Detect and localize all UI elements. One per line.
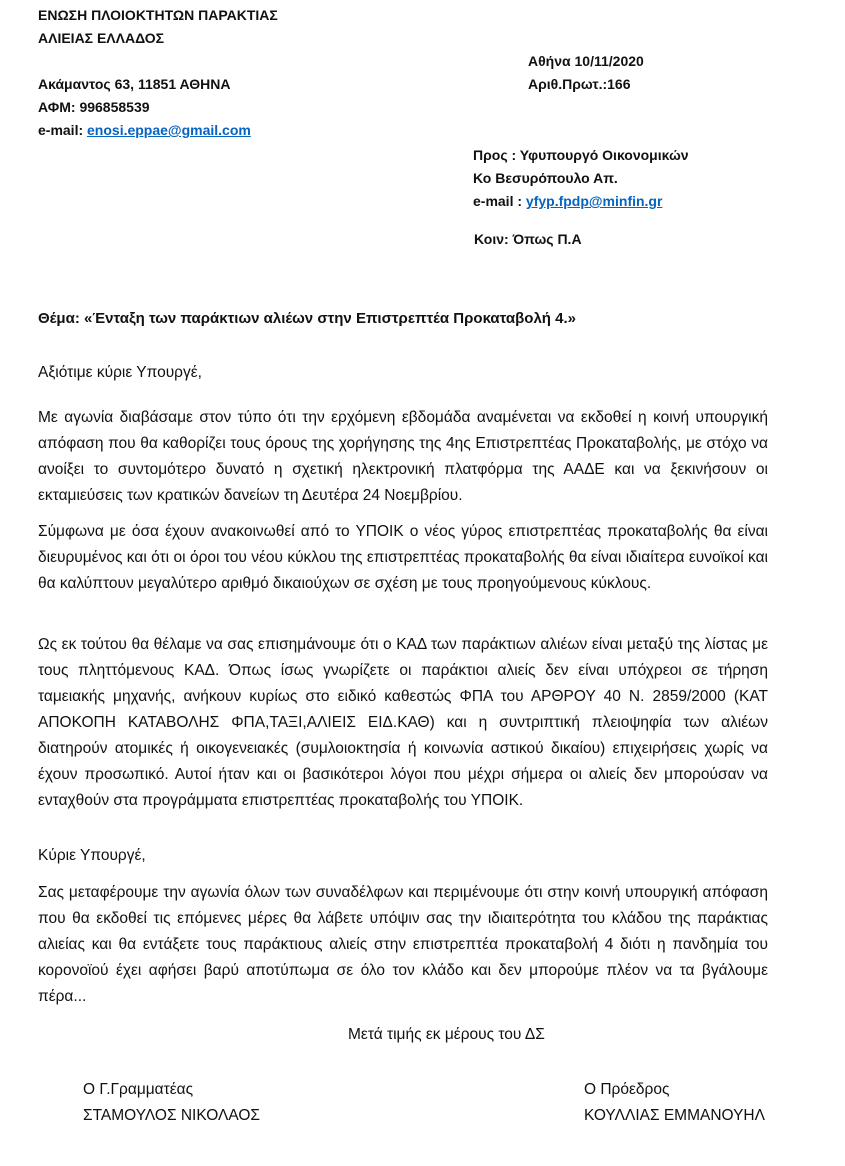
cc-line: Κοιν: Όπως Π.Α (474, 231, 582, 247)
recipient-email-label: e-mail : (473, 193, 526, 209)
paragraph-4: Κύριε Υπουργέ, (38, 847, 146, 864)
subject-line: Θέμα: «Ένταξη των παράκτιων αλιέων στην Επιστρεπτέα Προκαταβολή 4.» (38, 310, 576, 327)
org-name-line1: ΕΝΩΣΗ ΠΛΟΙΟΚΤΗΤΩΝ ΠΑΡΑΚΤΙΑΣ (38, 7, 278, 23)
org-name-line2: ΑΛΙΕΙΑΣ ΕΛΛΑΔΟΣ (38, 30, 165, 46)
signature-left (83, 1077, 260, 1129)
sender-email-line (38, 119, 251, 142)
recipient-block (473, 144, 689, 213)
closing-line: Μετά τιμής εκ μέρους του ΔΣ (348, 1026, 545, 1043)
salutation: Αξιότιμε κύριε Υπουργέ, (38, 364, 202, 381)
paragraph-2: Σύμφωνα με όσα έχουν ανακοινωθεί από το ΥΠΟΙΚ ο νέος γύρος επιστρεπτέας προκαταβολής θα είναι διευρυμένος και ότι οι όροι του νέου κύκλου της επιστρεπτέας προκαταβολής θα είναι ιδιαίτερα ευνοϊκοί και θα καλύπτουν μεγαλύτερο αριθμό δικαιούχων σε σχέση με τους προηγούμενους κύκλους. (38, 523, 768, 592)
date-block (528, 50, 644, 96)
sender-address: Ακάμαντος 63, 11851 ΑΘΗΝΑ (38, 76, 231, 92)
recipient-line1: Προς : Υφυπουργό Οικονομικών (473, 147, 689, 163)
recipient-email-line (473, 190, 689, 213)
recipient-line2: Κο Βεσυρόπουλο Απ. (473, 170, 618, 186)
signature-left-name: ΣΤΑΜΟΥΛΟΣ ΝΙΚΟΛΑΟΣ (83, 1107, 261, 1124)
paragraph-3: Ως εκ τούτου θα θέλαμε να σας επισημάνουμε ότι ο ΚΑΔ των παράκτιων αλιέων είναι μεταξύ της λίστας με τους πληττόμενους ΚΑΔ. Όπως ίσως γνωρίζετε οι παράκτιοι αλιείς δεν είναι υπόχρεοι σε τήρηση ταμειακής μηχανής, ανήκουν κυρίως στο ειδικό καθεστώς ΦΠΑ του ΑΡΘΡΟΥ 40 Ν. 2859/2000 (ΚΑΤ ΑΠΟΚΟΠΗ ΚΑΤΑΒΟΛΗΣ ΦΠΑ,ΤΑΞΙ,ΑΛΙΕΙΣ ΕΙΔ.ΚΑΘ) και η συντριπτική πλειοψηφία των αλιέων διατηρούν ατομικές ή οικογενειακές (συμλοιοκτησία ή κοινωνία αστικού δικαίου) επιχειρήσεις χωρίς να έχουν προσωπικό. Αυτοί ήταν και οι βασικότεροι λόγοι που μέχρι σήμερα οι αλιείς δεν μπορούσαν να ενταχθούν στα προγράμματα επιστρεπτέας προκαταβολής του ΥΠΟΙΚ. (38, 636, 768, 809)
recipient-email-link[interactable]: yfyp.fpdp@minfin.gr (525, 193, 663, 209)
signature-right-title: Ο Πρόεδρος (584, 1081, 670, 1098)
signature-left-title: Ο Γ.Γραμματέας (83, 1081, 194, 1098)
sender-contact (38, 73, 251, 142)
sender-email-label: e-mail: (38, 122, 88, 138)
paragraph-5: Σας μεταφέρουμε την αγωνία όλων των συναδέλφων και περιμένουμε ότι στην κοινή υπουργική απόφαση που θα εκδοθεί τις επόμενες μέρες θα λάβετε υπόψιν σας την ιδιαιτερότητα του κλάδου της παράκτιας αλιείας και θα εντάξετε τους παράκτιους αλιείς στην επιστρεπτέα προκαταβολή 4 διότι η πανδημία του κορονοϊού έχει αφήσει βαρύ αποτύπωμα σε όλο τον κλάδο και δεν μπορούμε πλέον να τα βγάλουμε πέρα... (38, 884, 768, 1005)
sender-block (38, 4, 278, 50)
sender-email-link[interactable]: enosi.eppae@gmail.com (87, 122, 251, 138)
letter-date: Αθήνα 10/11/2020 (528, 53, 644, 69)
sender-afm: ΑΦΜ: 996858539 (38, 99, 150, 115)
signature-right-name: ΚΟΥΛΛΙΑΣ ΕΜΜΑΝΟΥΗΛ (584, 1107, 765, 1124)
signature-right (584, 1077, 765, 1129)
paragraph-1: Με αγωνία διαβάσαμε στον τύπο ότι την ερχόμενη εβδομάδα αναμένεται να εκδοθεί η κοινή υπουργική απόφαση που θα καθορίζει τους όρους της χορήγησης της 4ης Επιστρεπτέας Προκαταβολής, με στόχο να ανοίξει το συντομότερο δυνατό η σχετική ηλεκτρονική πλατφόρμα της ΑΑΔΕ και να ξεκινήσουν οι εκταμιεύσεις των κρατικών δανείων τη Δευτέρα 24 Νοεμβρίου. (38, 409, 768, 504)
protocol-number: Αριθ.Πρωτ.:166 (528, 76, 631, 92)
